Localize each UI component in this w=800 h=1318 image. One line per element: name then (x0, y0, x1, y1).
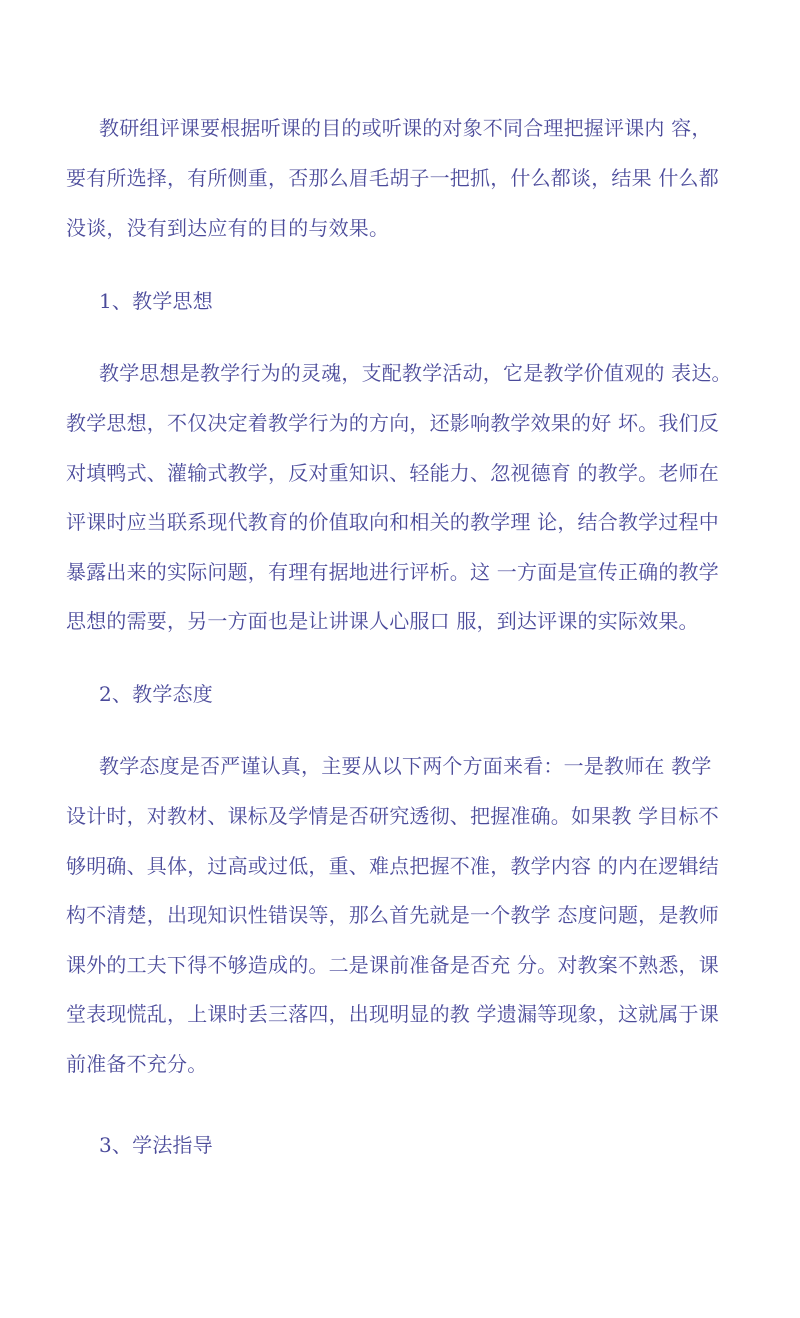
paragraph-line: 堂表现慌乱，上课时丢三落四，出现明显的教 学遗漏等现象，这就属于课 (66, 1002, 719, 1026)
paragraph-line: 教研组评课要根据听课的目的或听课的对象不同合理把握评课内 容， (99, 116, 712, 140)
paragraph-line: 对填鸭式、灌输式教学，反对重知识、轻能力、忽视德育 的教学。老师在 (66, 461, 719, 485)
paragraph-line: 没谈，没有到达应有的目的与效果。 (66, 216, 390, 240)
paragraph-line: 够明确、具体，过高或过低，重、难点把握不准，教学内容 的内在逻辑结 (66, 854, 719, 878)
paragraph-line: 教学思想，不仅决定着教学行为的方向，还影响教学效果的好 坏。我们反 (66, 411, 719, 435)
paragraph-line: 要有所选择，有所侧重，否那么眉毛胡子一把抓，什么都谈，结果 什么都 (66, 166, 719, 190)
paragraph-line: 教学态度是否严谨认真，主要从以下两个方面来看：一是教师在 教学 (99, 754, 712, 778)
paragraph-line: 暴露出来的实际问题，有理有据地进行评析。这 一方面是宣传正确的教学 (66, 560, 719, 584)
paragraph-line: 课外的工夫下得不够造成的。二是课前准备是否充 分。对教案不熟悉，课 (66, 953, 719, 977)
section-heading: 1、教学思想 (99, 289, 213, 313)
paragraph-line: 设计时，对教材、课标及学情是否研究透彻、把握准确。如果教 学目标不 (66, 804, 719, 828)
paragraph-line: 教学思想是教学行为的灵魂，支配教学活动，它是教学价值观的 表达。 (99, 361, 732, 385)
paragraph-line: 构不清楚，出现知识性错误等，那么首先就是一个教学 态度问题，是教师 (66, 903, 719, 927)
section-heading: 2、教学态度 (99, 682, 213, 706)
section-heading: 3、学法指导 (99, 1133, 213, 1157)
paragraph-line: 前准备不充分。 (66, 1052, 208, 1076)
paragraph-line: 思想的需要，另一方面也是让讲课人心服口 服，到达评课的实际效果。 (66, 609, 699, 633)
paragraph-line: 评课时应当联系现代教育的价值取向和相关的教学理 论，结合教学过程中 (66, 510, 719, 534)
